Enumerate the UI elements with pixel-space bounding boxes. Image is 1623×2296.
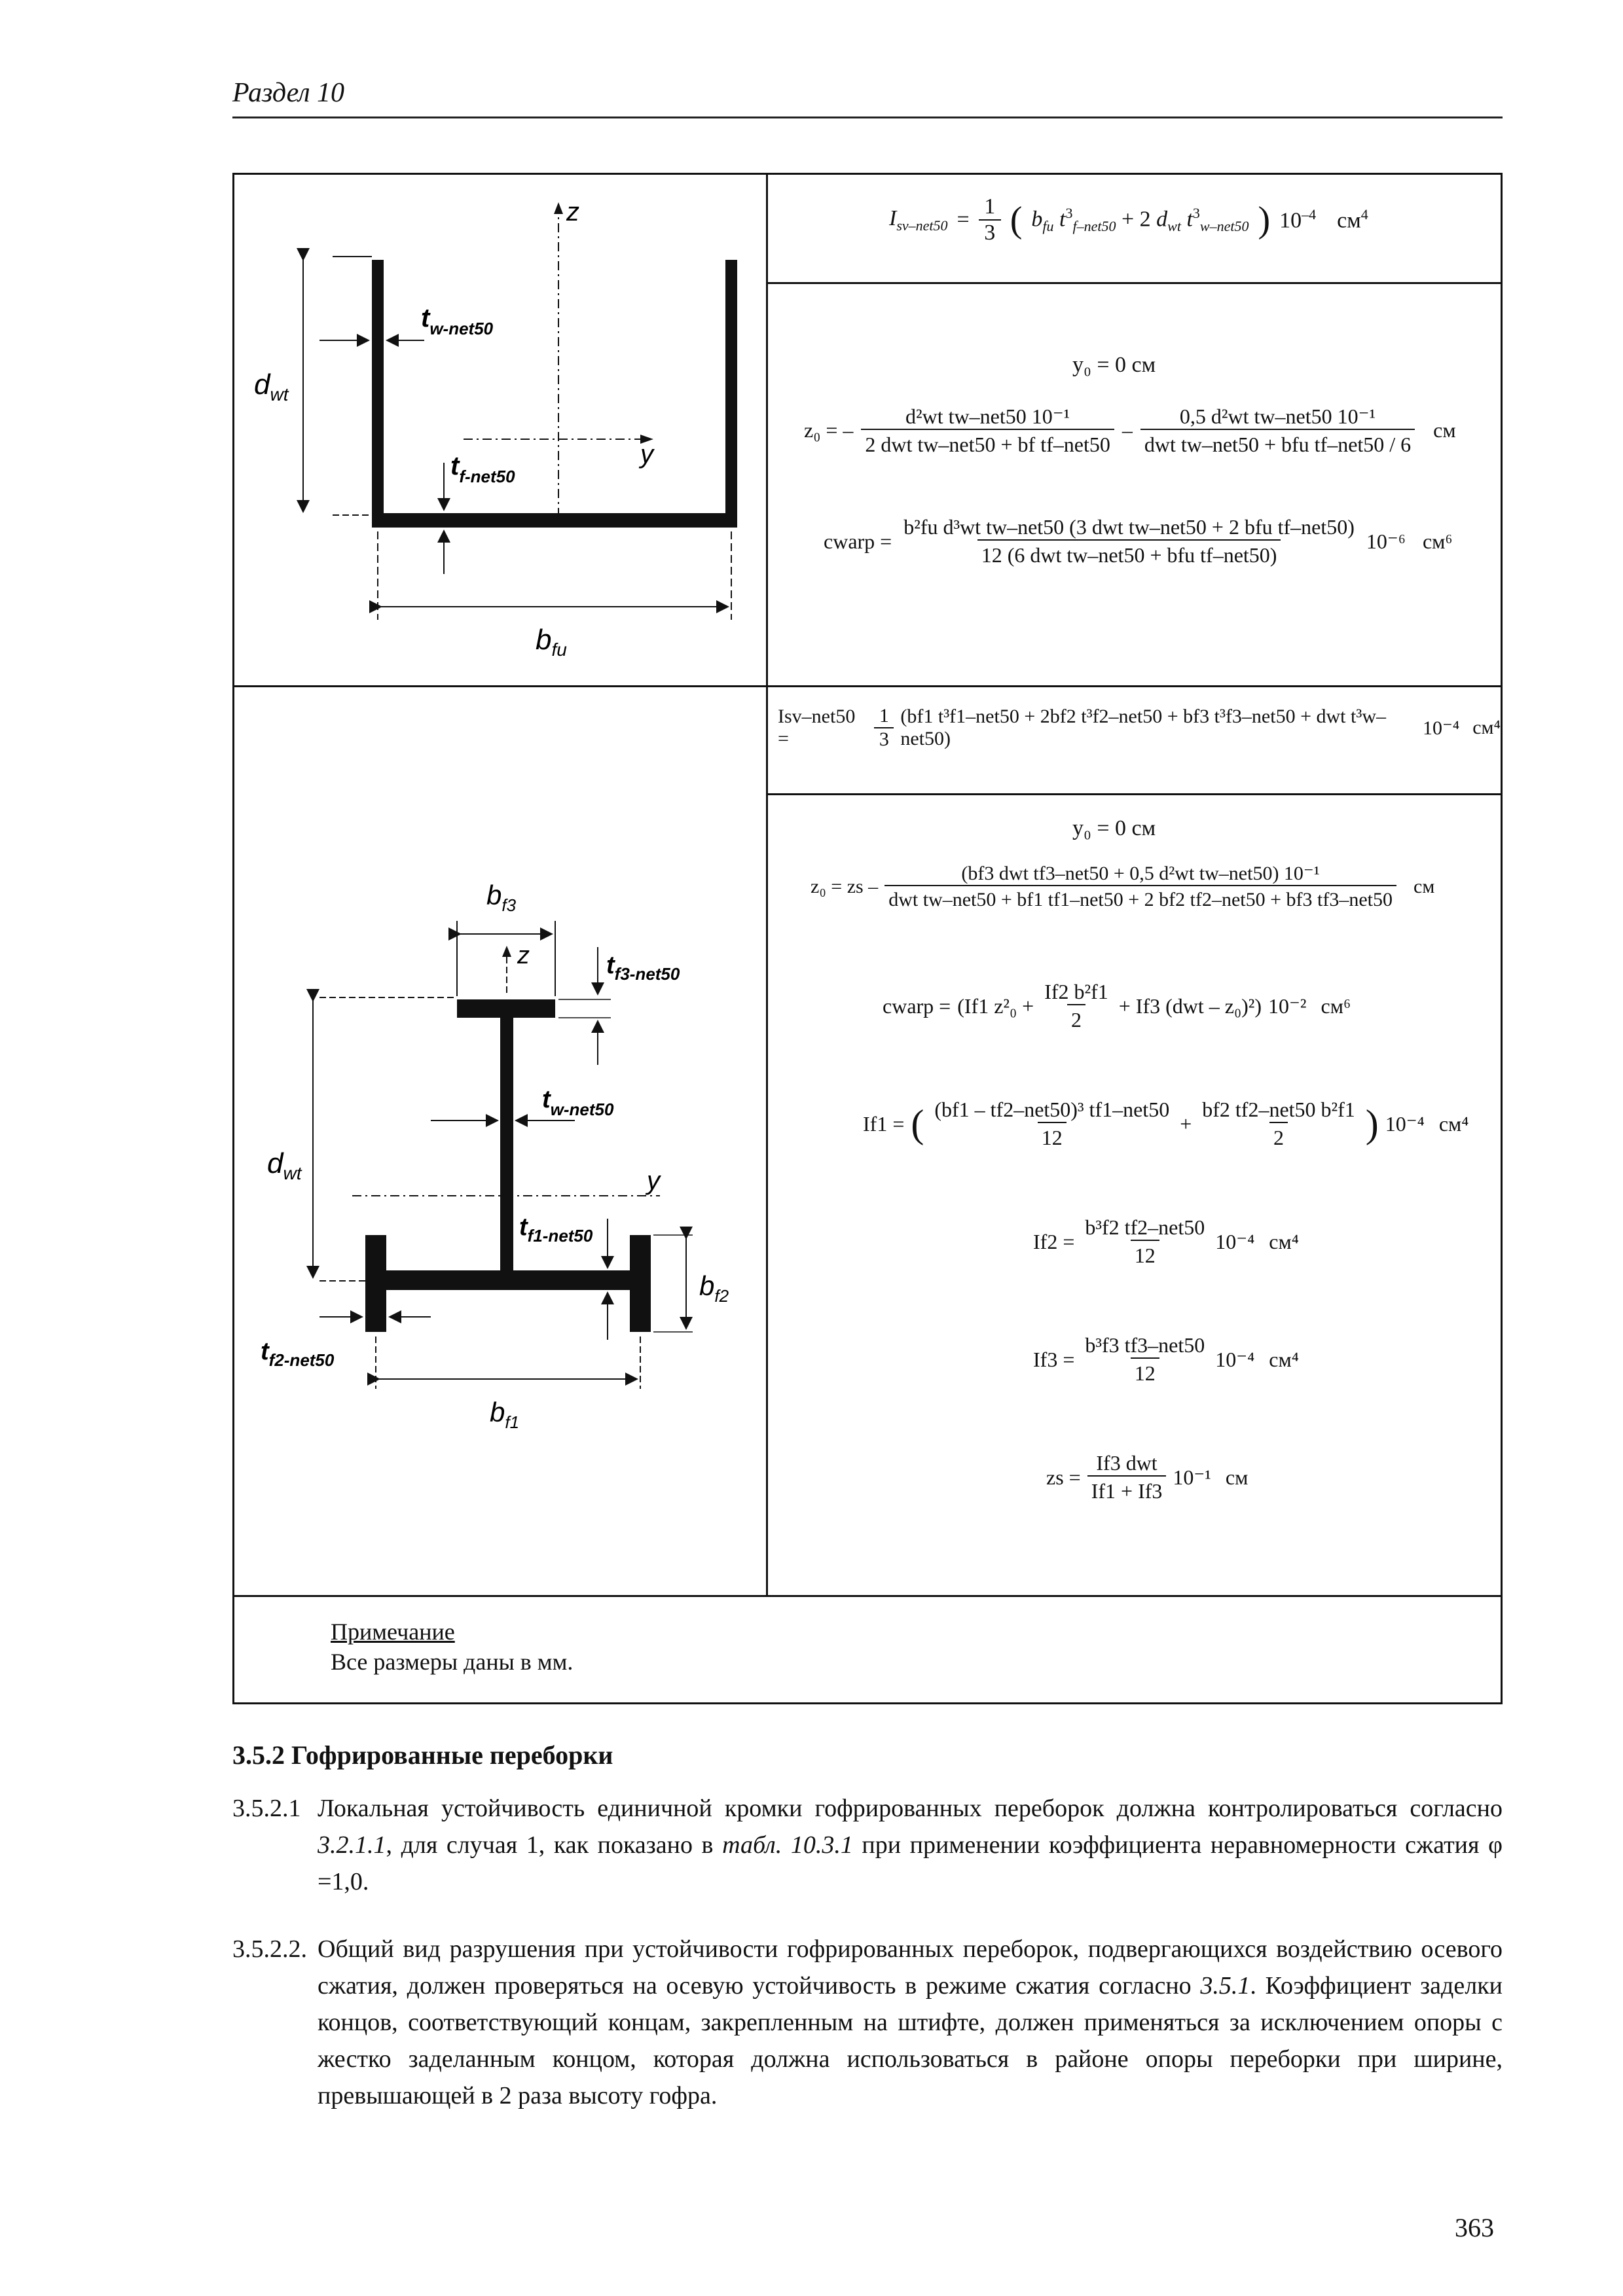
cross-reference: табл. 10.3.1 <box>722 1831 853 1859</box>
cwarp-formula-channel: cwarp = b²fu d³wt tw–net50 (3 dwt tw–net50 + 2 bfu tf–net50) 12 (6 dwt tw–net50 + bfu tf–net50) 10⁻⁶ см⁶ <box>824 515 1453 567</box>
row1-inner-divider <box>766 282 1503 284</box>
tf-label: $t_{f-net50}$ <box>450 452 515 486</box>
table-column-divider <box>766 175 768 1595</box>
tw-label: $t_{w-net50}$ <box>421 304 494 338</box>
z-axis-label: z <box>517 942 530 969</box>
z0-formula-isection: z₀ = zs – (bf3 dwt tf3–net50 + 0,5 d²wt tw–net50) 10⁻¹ dwt tw–net50 + bf1 tf1–net50 + 2 bf2 tf2–net50 + bf3 tf3–net50 см <box>811 863 1435 910</box>
z0-formula-channel: z₀ = – d²wt tw–net50 10⁻¹ 2 dwt tw–net50 + bf tf–net50 – 0,5 d²wt tw–net50 10⁻¹ dwt tw–net50 + bfu tf–net50 / 6 см <box>804 404 1456 456</box>
bf2-label: $b_{f2}$ <box>699 1270 729 1306</box>
y0-formula-isection: y₀ = 0 см <box>1072 816 1156 840</box>
isv-formula-channel: $I_{sv-net50}$ = $\frac{1}{3}$ ( $b_{fu}$ $t^3_{f-net50} + 2$ $d_{wt}$ $t^3_{w-net50}$ ) $10^{-4}$ $см^4$ <box>889 194 1368 245</box>
dwt-label: $d_{wt}$ <box>254 368 289 404</box>
note-divider <box>234 1595 1503 1597</box>
paragraph-body: Локальная устойчивость единичной кромки гофрированных переборок должна контролироваться согласно 3.2.1.1, для случая 1, как показано в табл. 10.3.1 при применении коэффициента неравномерности сжатия φ =1,0. <box>318 1795 1503 1895</box>
running-header: Раздел 10 <box>232 78 345 108</box>
section-heading: 3.5.2 Гофрированные переборки <box>232 1740 613 1770</box>
y-axis-label: y <box>647 1166 660 1195</box>
formula-table <box>232 173 1503 1704</box>
paragraph-number: 3.5.2.1 <box>232 1795 301 1822</box>
channel-section-diagram <box>234 175 766 685</box>
tf2-label: $t_{f2-net50}$ <box>261 1338 335 1370</box>
paragraph-number: 3.5.2.2. <box>232 1935 307 1963</box>
note-text: Все размеры даны в мм. <box>331 1649 574 1675</box>
bfu-label: $b_{fu}$ <box>536 624 567 660</box>
if1-formula: If1 = ( (bf1 – tf2–net50)³ tf1–net50 12 + bf2 tf2–net50 b²f1 2 ) 10⁻⁴ см⁴ <box>863 1098 1469 1149</box>
y0-formula-channel: y₀ = 0 см <box>1072 353 1156 377</box>
z-axis-label: z <box>566 198 579 226</box>
tf1-label: $t_{f1-net50}$ <box>519 1213 593 1246</box>
isv-formula-isection: Isv–net50 = $\frac{1}{3}$ (bf1 t³f1–net50 + 2bf2 t³f2–net50 + bf3 t³f3–net50 + dwt t³w–net50) 10⁻⁴ см⁴ <box>778 705 1501 750</box>
row2-inner-divider <box>766 793 1503 795</box>
if3-formula: If3 = b³f3 tf3–net50 12 10⁻⁴ см⁴ <box>1033 1333 1299 1385</box>
tw-label: $t_{w-net50}$ <box>542 1086 614 1119</box>
header-rule <box>232 117 1503 118</box>
cross-reference: 3.5.1 <box>1200 1972 1250 2000</box>
page-number: 363 <box>1455 2213 1494 2242</box>
paragraph-3-5-2-2 <box>232 1931 1503 2114</box>
y-axis-label: y <box>640 440 653 469</box>
paragraph-3-5-2-1 <box>232 1790 1503 1900</box>
zs-formula: zs = If3 dwt If1 + If3 10⁻¹ см <box>1046 1451 1249 1503</box>
i-section-diagram <box>234 685 766 1595</box>
bf3-label: $b_{f3}$ <box>486 880 517 915</box>
paragraph-body: Общий вид разрушения при устойчивости гофрированных переборок, подвергающихся воздействию осевого сжатия, должен проверяться на осевую устойчивость в режиме сжатия согласно 3.5.1. Коэффициент заделки концов, соответствующий концам, закрепленным на штифте, должен применяться за исключением опоры с жестко заделанным концом, которая должна использоваться в районе опоры переборки при ширине, превышающей в 2 раза высоту гофра. <box>318 1935 1503 2109</box>
note-title: Примечание <box>331 1619 455 1645</box>
cross-reference: 3.2.1.1 <box>318 1831 386 1859</box>
if2-formula: If2 = b³f2 tf2–net50 12 10⁻⁴ см⁴ <box>1033 1215 1299 1267</box>
tf3-label: $t_{f3-net50}$ <box>606 952 680 984</box>
dwt-label: $d_{wt}$ <box>267 1147 302 1183</box>
bf1-label: $b_{f1}$ <box>490 1397 520 1432</box>
cwarp-formula-isection: cwarp = (If1 z²₀ + $\frac{\text{If2 b²f1}}{2}$ + If3 (dwt – z₀)²) 10⁻² см⁶ <box>883 980 1351 1031</box>
